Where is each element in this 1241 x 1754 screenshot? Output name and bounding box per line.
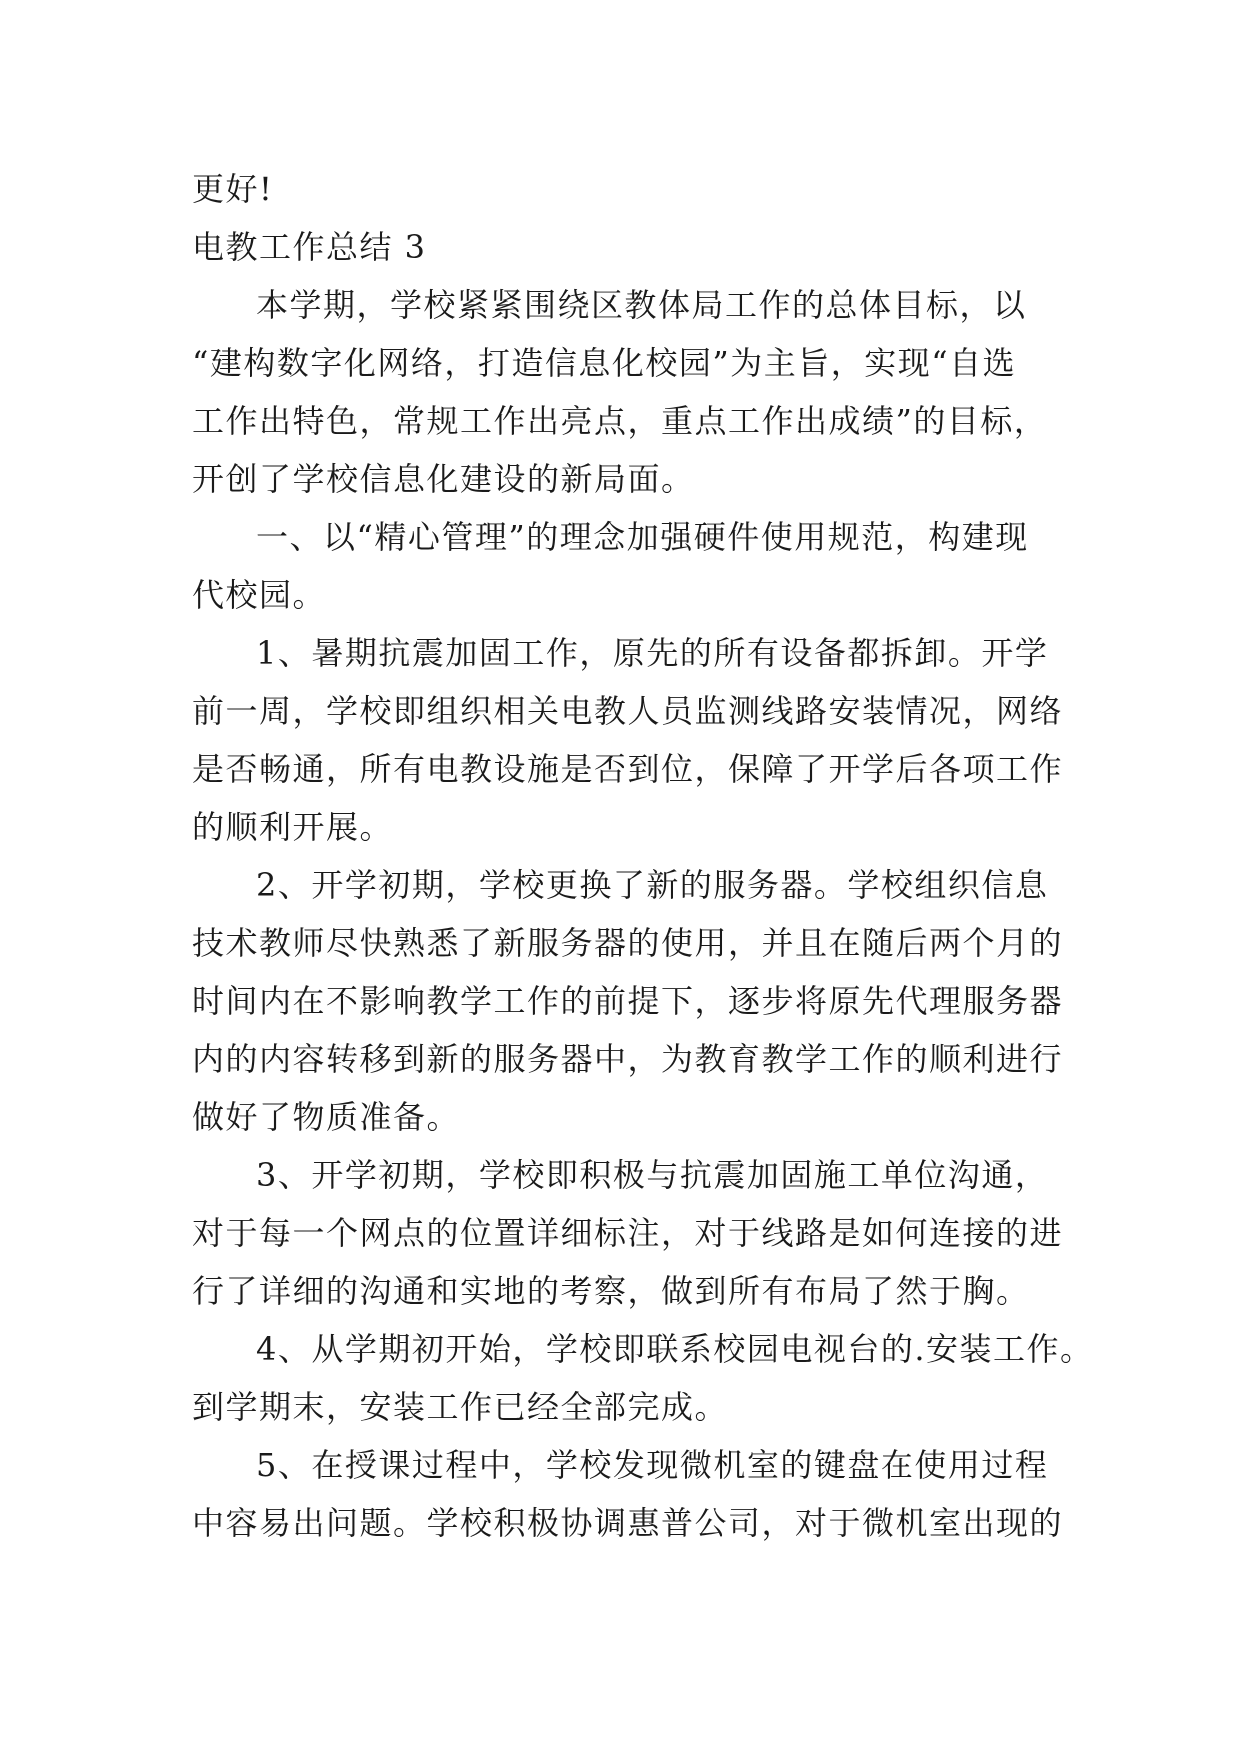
text-line: 技术教师尽快熟悉了新服务器的使用，并且在随后两个月的	[192, 924, 1064, 962]
text-line: 3、开学初期，学校即积极与抗震加固施工单位沟通，	[256, 1156, 1049, 1194]
intro-line: 更好!	[192, 170, 274, 208]
text-line: 1、暑期抗震加固工作，原先的所有设备都拆卸。开学	[256, 634, 1049, 672]
section-title: 电教工作总结 3	[192, 228, 427, 266]
text-line: “建构数字化网络，打造信息化校园”为主旨，实现“自选	[192, 344, 1017, 382]
text-line: 5、在授课过程中，学校发现微机室的键盘在使用过程	[256, 1446, 1049, 1484]
text-line: 是否畅通，所有电教设施是否到位，保障了开学后各项工作	[192, 750, 1064, 788]
text-line: 行了详细的沟通和实地的考察，做到所有布局了然于胸。	[192, 1272, 1030, 1310]
text-line: 一、以“精心管理”的理念加强硬件使用规范，构建现	[256, 518, 1029, 556]
text-line: 时间内在不影响教学工作的前提下，逐步将原先代理服务器	[192, 982, 1064, 1020]
text-line: 开创了学校信息化建设的新局面。	[192, 460, 695, 498]
text-line: 代校园。	[192, 576, 327, 614]
text-line: 的顺利开展。	[192, 808, 394, 846]
document-body	[192, 160, 1094, 1552]
paragraph-lines	[192, 276, 1094, 1552]
text-line: 对于每一个网点的位置详细标注，对于线路是如何连接的进	[192, 1214, 1064, 1252]
text-line: 到学期末，安装工作已经全部完成。	[192, 1388, 729, 1426]
text-line: 4、从学期初开始，学校即联系校园电视台的.安装工作。	[256, 1330, 1094, 1368]
text-line: 做好了物质准备。	[192, 1098, 461, 1136]
text-line: 2、开学初期，学校更换了新的服务器。学校组织信息	[256, 866, 1049, 904]
text-line: 工作出特色，常规工作出亮点，重点工作出成绩”的目标，	[192, 402, 1048, 440]
text-line: 本学期，学校紧紧围绕区教体局工作的总体目标，以	[256, 286, 1027, 324]
text-line: 内的内容转移到新的服务器中，为教育教学工作的顺利进行	[192, 1040, 1064, 1078]
text-line: 中容易出问题。学校积极协调惠普公司，对于微机室出现的	[192, 1504, 1064, 1542]
text-line: 前一周，学校即组织相关电教人员监测线路安装情况，网络	[192, 692, 1064, 730]
